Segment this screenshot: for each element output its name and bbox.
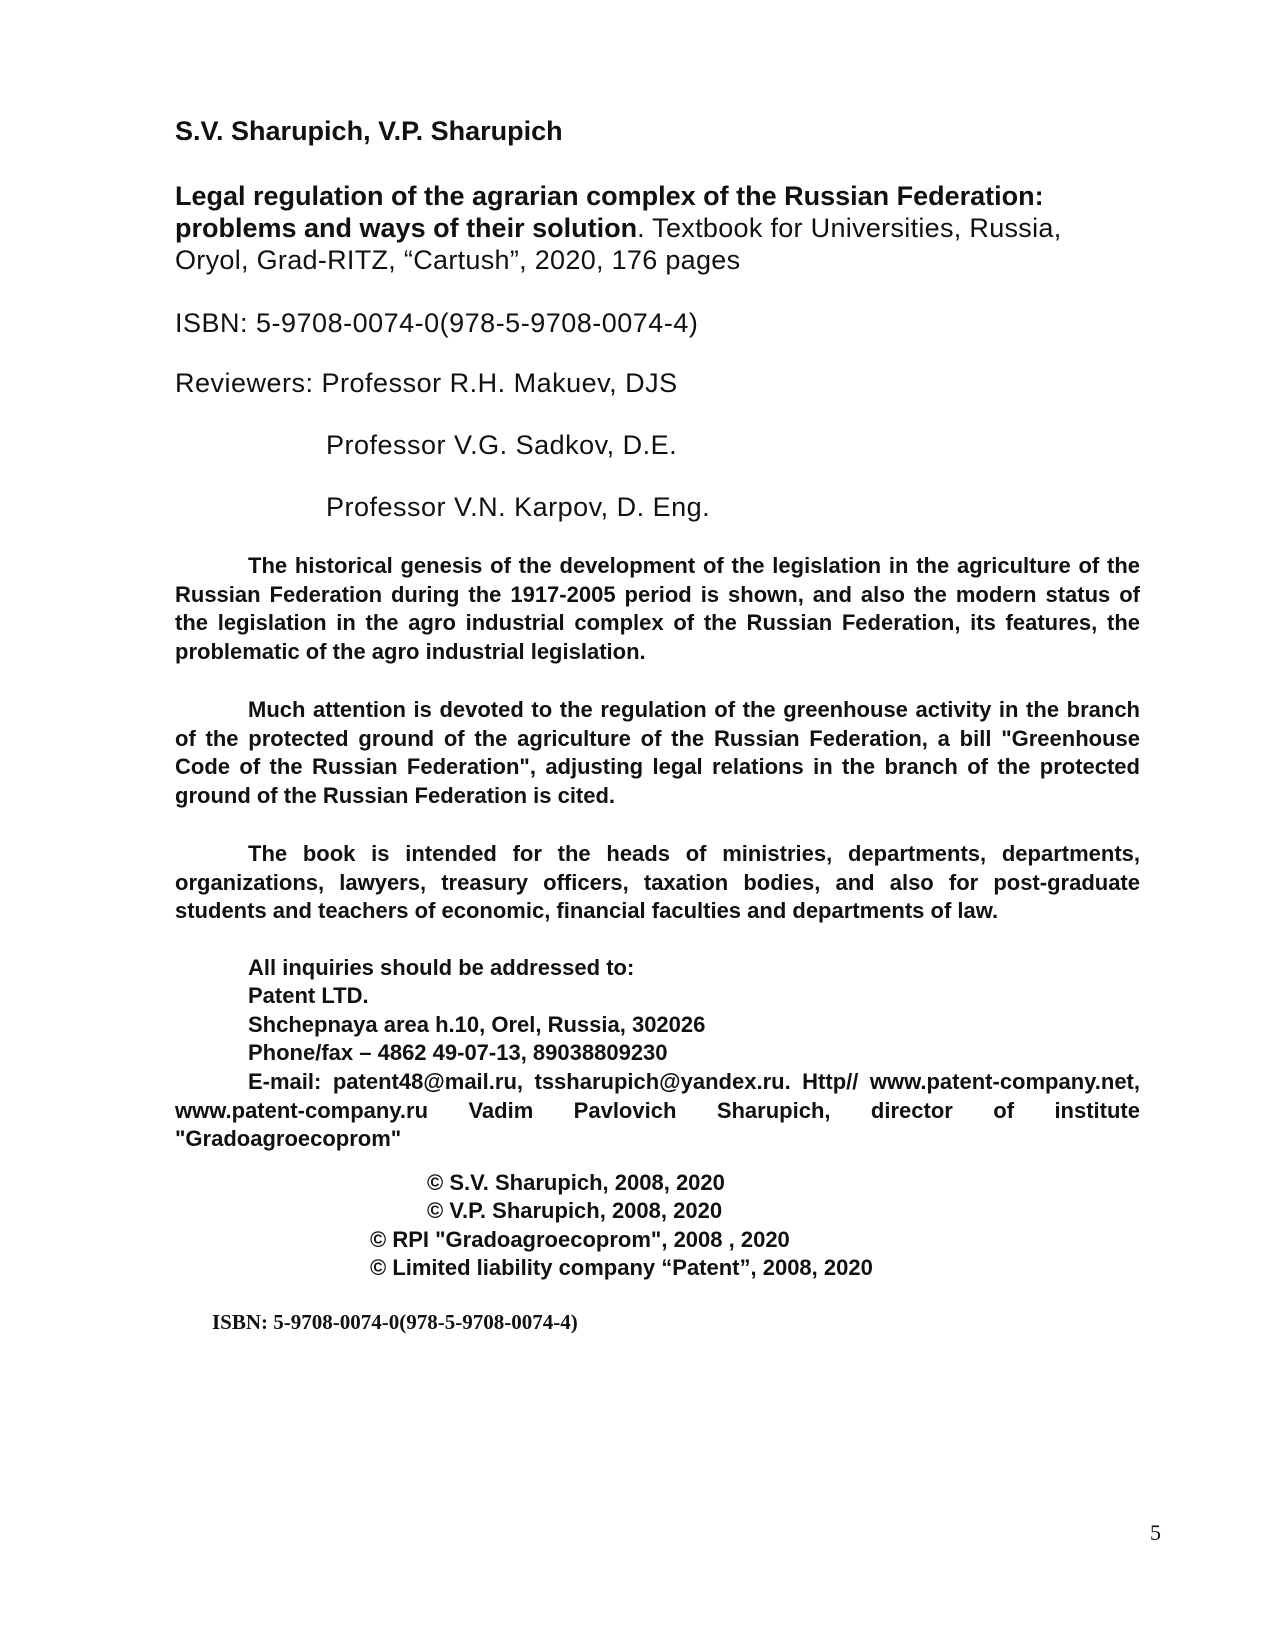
page-number: 5: [1150, 1520, 1161, 1545]
abstract-paragraph: Much attention is devoted to the regulation of the greenhouse activity in the branch of the protected ground of the agriculture of the Russian Federation, a bill "Greenhouse Code of the Russian Federation", adjusting legal relations in the branch of the protected ground of the Russian Federation is cited.: [175, 697, 1140, 808]
copyright-line: © S.V. Sharupich, 2008, 2020: [427, 1170, 725, 1195]
publisher-address: Shchepnaya area h.10, Orel, Russia, 302026: [248, 1012, 706, 1037]
reviewer-line: Professor V.N. Karpov, D. Eng.: [326, 492, 711, 522]
copyright-line: © V.P. Sharupich, 2008, 2020: [427, 1198, 723, 1223]
publisher-phone: Phone/fax – 4862 49-07-13, 89038809230: [248, 1040, 668, 1065]
book-details: . Textbook for Universities, Russia, Oryol, Grad-RITZ, “Cartush”, 2020, 176 pages: [175, 213, 1062, 275]
abstract-paragraph: The book is intended for the heads of ministries, departments, departments, organizations, lawyers, treasury officers, taxation bodies, and also for post-graduate students and teachers of economic, financial faculties and departments of law.: [175, 841, 1140, 923]
isbn-line: ISBN: 5-9708-0074-0(978-5-9708-0074-4): [175, 308, 699, 338]
authors: S.V. Sharupich, V.P. Sharupich: [175, 116, 563, 146]
reviewer-line: Reviewers: Professor R.H. Makuev, DJS: [175, 368, 678, 398]
publisher-name: Patent LTD.: [248, 983, 369, 1008]
abstract-paragraph: The historical genesis of the development of the legislation in the agriculture of the Russian Federation during the 1917-2005 period is shown, and also the modern status of the legislation in the agro industrial complex of the Russian Federation, its features, the problematic of the agro industrial legislation.: [175, 553, 1140, 664]
copyright-line: © Limited liability company “Patent”, 2008, 2020: [370, 1255, 873, 1280]
book-citation: [175, 180, 1140, 276]
reviewer-line: Professor V.G. Sadkov, D.E.: [326, 430, 678, 460]
book-title: Legal regulation of the agrarian complex of the Russian Federation: problems and ways of their solution: [175, 181, 1044, 243]
contact-info: E-mail: patent48@mail.ru, tssharupich@yandex.ru. Http// www.patent-company.net, www.patent-company.ru Vadim Pavlovich Sharupich, director of institute "Gradoagroecoprom": [175, 1069, 1140, 1151]
copyright-line: © RPI "Gradoagroecoprom", 2008 , 2020: [370, 1227, 790, 1252]
inquiries-heading: All inquiries should be addressed to:: [248, 955, 635, 980]
isbn-footer: ISBN: 5-9708-0074-0(978-5-9708-0074-4): [212, 1310, 578, 1334]
